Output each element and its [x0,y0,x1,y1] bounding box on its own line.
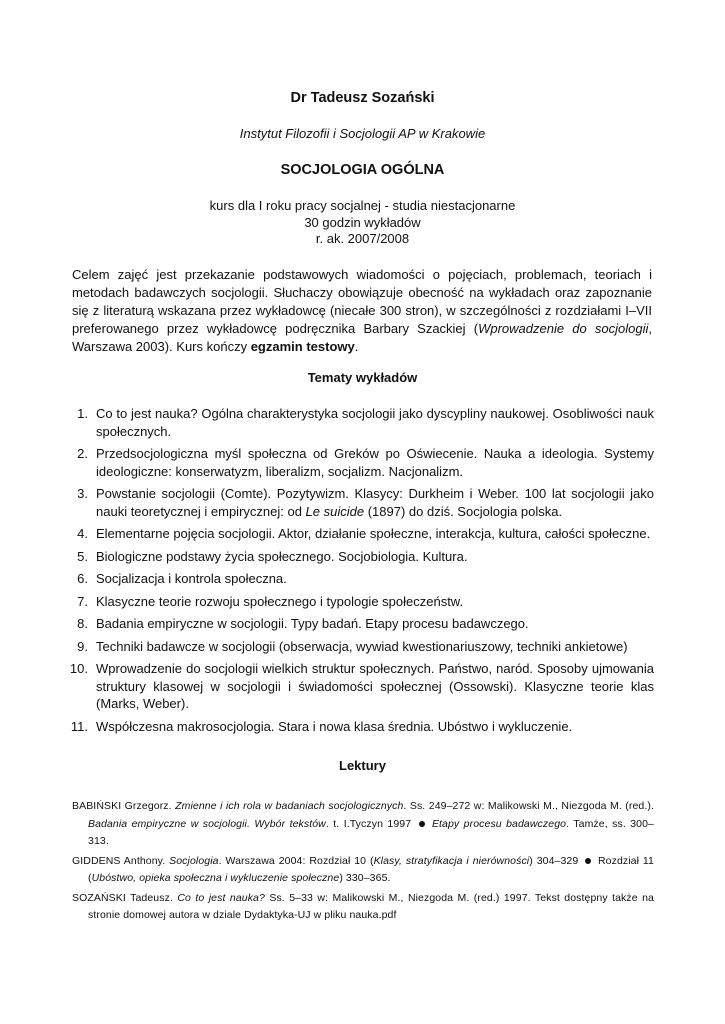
reading-text: Ss. 5–33 w: Malikowski M., Niezgoda M. (red.) 1997. Tekst dostępny także na stronie domowej autora w dziale Dydaktyka-UJ w pliku nauka.pdf [88,891,654,921]
topic-number: 6. [77,571,88,586]
topic-text: (1897) do dziś. Socjologia polska. [364,503,563,519]
reading-author: GIDDENS Anthony. [72,854,170,867]
reading-text: . Warszawa 2004: Rozdział 10 ( [218,854,374,867]
topic-text: Badania empiryczne w socjologii. Typy badań. Etapy procesu badawczego. [96,616,529,631]
topic-item [62,485,654,520]
topics-heading: Tematy wykładów [307,370,418,385]
topic-text: Elementarne pojęcia socjologii. Aktor, działanie społeczne, interakcja, kultura, całości społeczne. [96,526,651,541]
topic-item [62,593,654,611]
intro-book-title: Wprowadzenie do socjologii [478,321,649,336]
reading-text: . Ss. 249–272 w: Malikowski M., Niezgoda M. (red.). [403,800,655,812]
intro-text: . [354,339,359,354]
intro-text: Celem zajęć jest przekazanie podstawowych wiadomości o pojęciach, problemach, teoriach i metodach badawczych socjologii. Słuchaczy obowiązuje obecność na wykładach oraz zapoznanie się z literaturą wskazana przez wykładowcę (niecałe 300 stron), w szczególności z rozdziałami I–VII preferowanego przez wykładowcę podręcznika Barbary Szackiej ( [72,267,652,336]
reading-title: Socjologia [169,854,219,867]
institute-name: Instytut Filozofii i Socjologii AP w Krakowie [239,126,486,141]
topic-text: Klasyczne teorie rozwoju społecznego i typologie społeczeństw. [96,593,464,609]
reading-text: ) 330–365. [339,872,391,884]
topic-italic-title: Le suicide [305,503,365,519]
topic-item [62,638,654,656]
reading-item [72,798,654,851]
topic-item [62,445,654,480]
course-title: SOCJOLOGIA OGÓLNA [280,162,445,178]
reading-author: BABIŃSKI Grzegorz. [72,800,176,812]
topic-item [62,548,654,566]
topic-text: Współczesna makrosocjologia. Stara i nowa klasa średnia. Ubóstwo i wykluczenie. [96,718,573,734]
course-info-line: r. ak. 2007/2008 [315,231,410,246]
author-name: Dr Tadeusz Sozański [290,90,435,106]
intro-exam: egzamin testowy [250,339,355,354]
reading-text: . t. I.Tyczyn 1997 [325,817,416,830]
readings-heading: Lektury [339,758,386,773]
intro-text: , Warszawa 2003). Kurs kończy [72,321,652,354]
readings-list [72,798,654,927]
topic-number: 11. [70,718,88,734]
topic-item [62,615,654,633]
topic-item [62,405,654,440]
reading-title: Klasy, stratyfikacja i nierówności [373,854,530,867]
reading-text: ) 304–329 [529,854,583,867]
topic-number: 9. [77,638,88,654]
topic-item [62,525,654,543]
reading-item [72,853,654,888]
topics-list [62,405,654,740]
reading-title: Zmienne i ich rola w badaniach socjologicznych [175,800,404,812]
topic-text: Socjalizacja i kontrola społeczna. [96,571,287,586]
topic-text: Techniki badawcze w socjologii (obserwacja, wywiad kwestionariuszowy, techniki ankietowe) [96,638,628,654]
reading-title: Etapy procesu badawczego [431,817,567,830]
topic-item [62,570,654,588]
intro-paragraph [72,266,652,356]
topic-text: Wprowadzenie do socjologii wielkich struktur społecznych. Państwo, naród. Sposoby ujmowania struktury klasowej w socjologii i świadomości społecznej (Ossowski). Klasyczne teorie klas (Marks, Weber). [96,661,654,711]
reading-author: SOZAŃSKI Tadeusz. [72,891,178,904]
topic-item [62,660,654,713]
reading-text: . Tamże, ss. 300–313. [88,817,654,847]
bullet-icon [585,858,591,864]
topic-number: 3. [77,486,88,501]
reading-title: Co to jest nauka? [177,891,265,904]
course-info-line: kurs dla I roku pracy socjalnej - studia niestacjonarne [209,198,516,213]
reading-title: Badania empiryczne w socjologii. Wybór tekstów [88,817,326,830]
topic-number: 8. [77,616,88,631]
reading-title: Ubóstwo, opieka społeczna i wykluczenie społeczne [91,872,340,884]
topic-text: Co to jest nauka? Ogólna charakterystyka socjologii jako dyscypliny naukowej. Osobliwości nauk społecznych. [96,406,654,439]
topic-number: 7. [77,593,88,609]
topic-number: 1. [77,406,88,421]
topic-number: 10. [69,661,88,676]
topic-number: 2. [77,446,88,461]
bullet-icon [419,821,425,827]
course-info-line: 30 godzin wykładów [304,214,421,230]
course-info [0,198,725,248]
reading-text: Rozdział 11 ( [88,854,654,884]
topic-text: Powstanie socjologii (Comte). Pozytywizm. Klasycy: Durkheim i Weber. 100 lat socjologii jako nauki teoretycznej i empirycznej: od [96,486,654,519]
topic-number: 5. [77,548,88,564]
topic-text: Biologiczne podstawy życia społecznego. Socjobiologia. Kultura. [96,548,468,564]
reading-item [72,890,654,925]
topic-item [62,718,654,736]
topic-text: Przedsocjologiczna myśl społeczna od Greków po Oświecenie. Nauka a ideologia. Systemy ideologiczne: konserwatyzm, liberalizm, socjalizm. Nacjonalizm. [96,446,654,479]
topic-number: 4. [77,526,88,541]
